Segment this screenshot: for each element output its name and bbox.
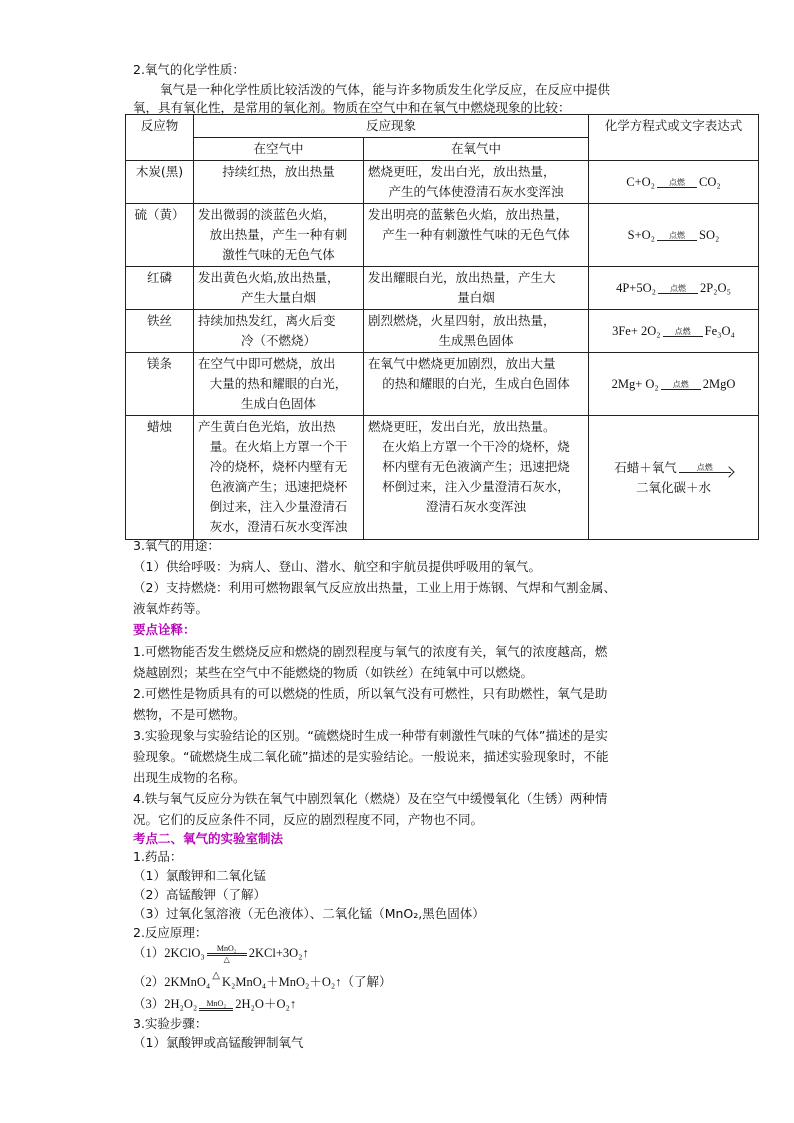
cell-line: 发出微弱的淡蓝色火焰， bbox=[198, 207, 336, 222]
cell-equation bbox=[589, 161, 759, 204]
cell-line: 的热和耀眼的白光，生成白色固体 bbox=[382, 376, 570, 391]
equation-arrow bbox=[659, 381, 703, 390]
reaction-3-right: 2H₂O＋O₂↑ bbox=[235, 997, 297, 1011]
cell-in-oxygen bbox=[364, 310, 589, 353]
drug-item-1: （1）氯酸钾和二氧化锰 bbox=[133, 868, 266, 883]
reaction-3-arrow bbox=[197, 1000, 235, 1011]
cell-line: 剧烈燃烧，火星四射，放出热量， bbox=[368, 313, 556, 328]
header-equation: 化学方程式或文字表达式 bbox=[589, 115, 759, 161]
equation-arrow bbox=[661, 328, 705, 337]
cell-substance: 蜡烛 bbox=[126, 416, 194, 540]
table-body bbox=[126, 161, 759, 540]
cell-line: 倒过来，注入少量澄清石 bbox=[209, 499, 348, 514]
use-item-2-line1: （2）支持燃烧：利用可燃物跟氧气反应放出热量，工业上用于炼钢、气焊和气割金属、 bbox=[133, 580, 616, 595]
section3-heading: 3.氧气的用途： bbox=[133, 538, 220, 553]
cell-line: 在火焰上方罩一个干冷的烧杯，烧 bbox=[382, 439, 570, 454]
reaction-1-left: （1）2KClO₃ bbox=[133, 946, 205, 960]
reaction-3-left: （3）2H₂O₂ bbox=[133, 997, 198, 1011]
cell-line: 发出耀眼白光，放出热量，产生大 bbox=[368, 270, 556, 285]
cell-in-air bbox=[194, 310, 364, 353]
cell-line: 放出热量，产生一种有刺 bbox=[209, 227, 348, 242]
table-row bbox=[126, 161, 759, 204]
cell-in-air bbox=[194, 353, 364, 416]
combustion-comparison-table bbox=[125, 114, 759, 540]
cell-in-air bbox=[194, 416, 364, 540]
cell-line: 发出黄色火焰,放出热量， bbox=[198, 270, 340, 285]
note-line: 燃物，不是可燃物。 bbox=[133, 707, 246, 722]
table-row bbox=[126, 267, 759, 310]
cell-line: 杯内壁有无色液滴产生；迅速把烧 bbox=[382, 459, 570, 474]
cell-substance: 镁条 bbox=[126, 353, 194, 416]
equation-right: SO₂ bbox=[699, 228, 720, 242]
note-line: 出现生成物的名称。 bbox=[133, 770, 246, 785]
equation-bar bbox=[663, 336, 703, 337]
equation-left: 3Fe+ 2O₂ bbox=[612, 324, 661, 338]
cell-line: 持续红热，放出热量 bbox=[222, 164, 335, 179]
header-in-oxygen: 在氧气中 bbox=[364, 138, 589, 161]
reaction-2-arrow bbox=[210, 972, 222, 980]
note-line: 烧越剧烈；某些在空气中不能燃烧的物质（如铁丝）在纯氧中可以燃烧。 bbox=[133, 665, 534, 680]
equation-bar bbox=[657, 187, 697, 188]
note-line: 1.可燃物能否发生燃烧反应和燃烧的剧烈程度与氧气的浓度有关，氧气的浓度越高，燃 bbox=[133, 644, 608, 659]
cell-equation bbox=[589, 204, 759, 267]
table-row bbox=[126, 204, 759, 267]
equation-arrow bbox=[655, 232, 699, 241]
word-equation-line1 bbox=[593, 458, 754, 478]
equation-left: 石蜡＋氧气 bbox=[614, 459, 677, 475]
cell-line: 发出明亮的蓝紫色火焰，放出热量， bbox=[368, 207, 569, 222]
equation-arrow bbox=[655, 179, 699, 188]
cell-in-oxygen bbox=[364, 353, 589, 416]
drug-item-3: （3）过氧化氢溶液（无色液体）、二氧化锰（MnO₂,黑色固体） bbox=[133, 906, 485, 921]
equation-left: 2Mg+ O₂ bbox=[611, 377, 659, 391]
equation-right: Fe₃O₄ bbox=[704, 324, 735, 338]
cell-equation bbox=[589, 416, 759, 540]
cell-in-air bbox=[194, 267, 364, 310]
cell-substance: 红磷 bbox=[126, 267, 194, 310]
kaodian2-heading: 考点二、氧气的实验室制法 bbox=[133, 831, 284, 846]
reaction-1-right: 2KCl+3O₂↑ bbox=[248, 946, 309, 960]
cell-line: 燃烧更旺，发出白光，放出热量， bbox=[368, 164, 556, 179]
drug-item-2: （2）高锰酸钾（了解） bbox=[133, 887, 266, 902]
header-phenomenon: 反应现象 bbox=[194, 115, 589, 138]
equation-right: 2MgO bbox=[702, 377, 736, 391]
cell-line: 冷（不燃烧） bbox=[240, 333, 316, 348]
cell-line: 在空气中即可燃烧，放出 bbox=[198, 356, 336, 371]
cell-line: 燃烧更旺，发出白光，放出热量。 bbox=[368, 419, 556, 434]
cell-line: 产生大量白烟 bbox=[240, 290, 316, 305]
section2-intro-line2: 氧，具有氧化性，是常用的氧化剂。物质在空气中和在氧气中燃烧现象的比较： bbox=[133, 100, 571, 115]
reaction-2-left: （2）2KMnO₄ bbox=[133, 975, 211, 989]
cell-line: 产生一种有刺激性气味的无色气体 bbox=[382, 227, 570, 242]
equation-left: S+O₂ bbox=[627, 228, 656, 242]
cell-in-air bbox=[194, 161, 364, 204]
reaction-2 bbox=[133, 972, 392, 992]
equation-right: 2P₂O₅ bbox=[699, 281, 731, 295]
equation-left: 4P+5O₂ bbox=[616, 281, 656, 295]
reaction-3-catalyst: MnO₂ bbox=[206, 998, 227, 1008]
equation-right: CO₂ bbox=[699, 175, 721, 189]
use-item-2-line2: 液氧炸药等。 bbox=[133, 601, 209, 616]
equation-arrow bbox=[656, 285, 700, 294]
note-line: 况。它们的反应条件不同，反应的剧烈程度不同，产物也不同。 bbox=[133, 812, 484, 827]
cell-line: 量白烟 bbox=[457, 290, 495, 305]
section2-intro-line1: 氧气是一种化学性质比较活泼的气体，能与许多物质发生化学反应，在反应中提供 bbox=[160, 82, 611, 97]
condition-label: 点燃 bbox=[696, 462, 713, 472]
reaction-1-catalyst: MnO₂ bbox=[216, 943, 237, 953]
steps-heading: 3.实验步骤： bbox=[133, 1016, 208, 1031]
reaction-3 bbox=[133, 994, 296, 1014]
cell-line: 在氧气中燃烧更加剧烈，放出大量 bbox=[368, 356, 556, 371]
equation-bar bbox=[661, 389, 701, 390]
note-line: 3.实验现象与实验结论的区别。“硫燃烧时生成一种带有刺激性气味的气体”描述的是实 bbox=[133, 728, 608, 743]
cell-line: 大量的热和耀眼的白光， bbox=[209, 376, 348, 391]
header-substance: 反应物 bbox=[126, 115, 194, 161]
condition-label: 点燃 bbox=[669, 283, 686, 293]
cell-line: 持续加热发红，离火后变 bbox=[198, 313, 336, 328]
cell-line: 冷的烧杯，烧杯内壁有无 bbox=[209, 459, 348, 474]
cell-line: 产生的气体使澄清石灰水变浑浊 bbox=[388, 184, 564, 199]
condition-label: 点燃 bbox=[669, 177, 686, 187]
cell-in-oxygen bbox=[364, 161, 589, 204]
double-bar bbox=[199, 1008, 233, 1011]
cell-equation bbox=[589, 310, 759, 353]
note-line: 4.铁与氧气反应分为铁在氧气中剧烈氧化（燃烧）及在空气中缓慢氧化（生锈）两种情 bbox=[133, 791, 608, 806]
section2-heading: 2.氧气的化学性质： bbox=[133, 62, 245, 77]
notes-heading: 要点诠释： bbox=[133, 622, 196, 637]
cell-line: 色液滴产生；迅速把烧杯 bbox=[209, 479, 348, 494]
reaction-1 bbox=[133, 942, 309, 964]
cell-line: 生成白色固体 bbox=[240, 396, 316, 411]
table-row bbox=[126, 416, 759, 540]
table-row bbox=[126, 353, 759, 416]
cell-equation bbox=[589, 267, 759, 310]
cell-line: 产生黄白色光焰，放出热 bbox=[198, 419, 336, 434]
cell-line: 激性气味的无色气体 bbox=[222, 247, 335, 262]
reaction-1-arrow bbox=[205, 945, 249, 964]
cell-line: 杯倒过来，注入少量澄清石灰水， bbox=[382, 479, 570, 494]
cell-line: 量。在火焰上方罩一个干 bbox=[209, 439, 348, 454]
condition-label: 点燃 bbox=[669, 230, 686, 240]
condition-label: 点燃 bbox=[674, 326, 691, 336]
step-item-1: （1）氯酸钾或高锰酸钾制氧气 bbox=[133, 1035, 304, 1050]
equation-bar bbox=[679, 472, 731, 473]
reaction-1-heat: △ bbox=[223, 954, 230, 964]
cell-substance: 铁丝 bbox=[126, 310, 194, 353]
cell-line: 澄清石灰水变浑浊 bbox=[426, 499, 527, 514]
equation-bar bbox=[658, 293, 698, 294]
table-row bbox=[126, 310, 759, 353]
cell-substance: 硫（黄） bbox=[126, 204, 194, 267]
equation-bar bbox=[657, 240, 697, 241]
cell-in-oxygen bbox=[364, 204, 589, 267]
cell-substance: 木炭(黑) bbox=[126, 161, 194, 204]
condition-label: 点燃 bbox=[672, 379, 689, 389]
cell-in-oxygen bbox=[364, 267, 589, 310]
word-equation-line2: 二氧化碳＋水 bbox=[636, 479, 712, 495]
drugs-heading: 1.药品： bbox=[133, 849, 183, 864]
use-item-1: （1）供给呼吸：为病人、登山、潜水、航空和宇航员提供呼吸用的氧气。 bbox=[133, 559, 541, 574]
cell-line: 生成黑色固体 bbox=[438, 333, 514, 348]
header-in-air: 在空气中 bbox=[194, 138, 364, 161]
reaction-2-heat: △ bbox=[212, 970, 220, 981]
equation-arrow bbox=[677, 464, 733, 473]
cell-line: 灰水，澄清石灰水变浑浊 bbox=[209, 519, 348, 534]
note-line: 2.可燃性是物质具有的可以燃烧的性质，所以氧气没有可燃性，只有助燃性，氧气是助 bbox=[133, 686, 608, 701]
cell-in-oxygen bbox=[364, 416, 589, 540]
equation-left: C+O₂ bbox=[626, 175, 656, 189]
principle-heading: 2.反应原理： bbox=[133, 925, 208, 940]
reaction-2-right: K₂MnO₄＋MnO₂＋O₂↑（了解） bbox=[221, 975, 392, 989]
cell-in-air bbox=[194, 204, 364, 267]
cell-equation bbox=[589, 353, 759, 416]
note-line: 验现象。“硫燃烧生成二氧化硫”描述的是实验结论。一般说来，描述实验现象时，不能 bbox=[133, 749, 609, 764]
